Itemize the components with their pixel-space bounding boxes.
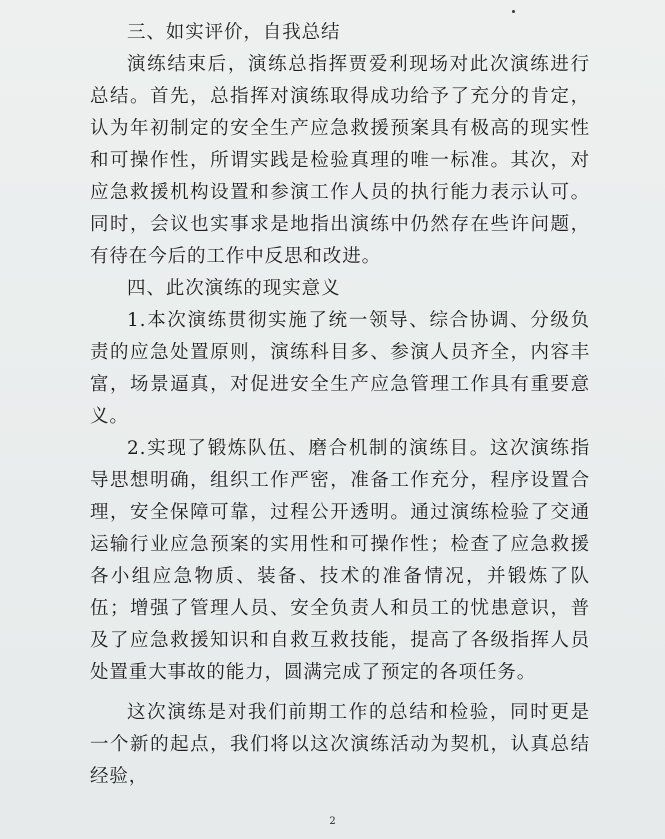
point-two-paragraph: 2.实现了锻炼队伍、磨合机制的演练目。这次演练指导思想明确，组织工作严密，准备工作充分，程序设置合理，安全保障可靠，过程公开透明。通过演练检验了交通运输行业应急预案的实用性和可操作性；检查了应急救援各小组应急物质、装备、技术的准备情况，并锻炼了队伍；增强了管理人员、安全负责人和员工的忧患意识，普及了应急救援知识和自救互救技能，提高了各级指挥人员处置重大事故的能力，圆满完成了预定的各项任务。 — [90, 438, 590, 683]
document-body — [90, 17, 590, 793]
summary-paragraph: 演练结束后，演练总指挥贾爱利现场对此次演练进行总结。首先，总指挥对演练取得成功给予了充分的肯定，认为年初制定的安全生产应急救援预案具有极高的现实性和可操作性，所谓实践是检验真理的唯一标准。其次，对应急救援机构设置和参演工作人员的执行能力表示认可。同时，会议也实事求是地指出演练中仍然存在些许问题，有待在今后的工作中反思和改进。 — [90, 54, 590, 267]
scan-speck — [512, 10, 515, 13]
paragraph-spacer — [90, 689, 590, 697]
page-number: 2 — [329, 816, 336, 827]
section-heading-four: 四、此次演练的现实意义 — [127, 278, 341, 299]
closing-paragraph: 这次演练是对我们前期工作的总结和检验，同时更是一个新的起点，我们将以这次演练活动为契机，认真总结经验， — [90, 702, 590, 787]
section-heading-three: 三、如实评价，自我总结 — [127, 22, 341, 43]
point-one-paragraph: 1.本次演练贯彻实施了统一领导、综合协调、分级负责的应急处置原则，演练科目多、参演人员齐全，内容丰富，场景逼真，对促进安全生产应急管理工作具有重要意义。 — [90, 310, 590, 427]
